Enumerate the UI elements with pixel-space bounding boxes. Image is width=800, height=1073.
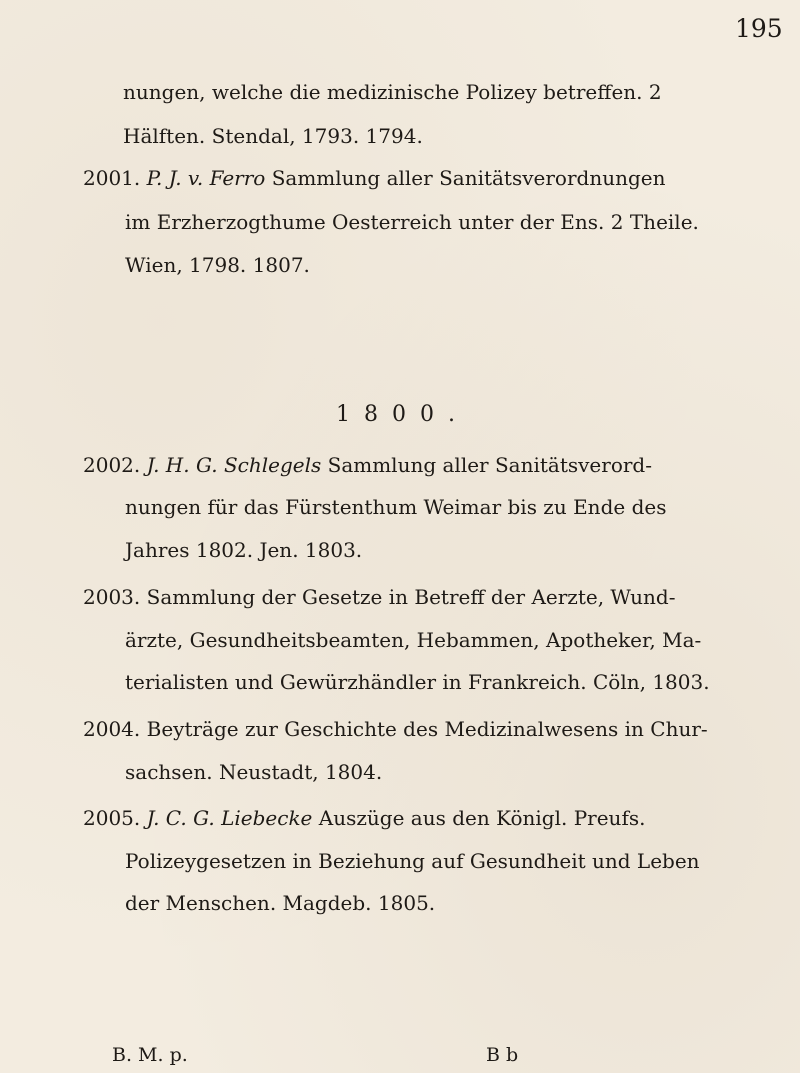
- text-line: ärzte, Gesundheitsbeamten, Hebammen, Apotheker, Ma-: [125, 628, 702, 652]
- page-number: 195: [735, 14, 783, 43]
- entry-2005-first-line: [83, 805, 645, 831]
- text-line: im Erzherzogthume Oesterreich unter der Ens. 2 Theile.: [125, 210, 699, 234]
- entry-author: J. C. G. Liebecke: [146, 806, 313, 830]
- entry-title: Beyträge zur Geschichte des Medizinalwesens in Chur-: [146, 717, 708, 741]
- entry-author: J. H. G. Schlegels: [146, 453, 322, 477]
- entry-title: Sammlung aller Sanitätsverord-: [327, 453, 652, 477]
- text-line: nungen, welche die medizinische Polizey betreffen. 2: [123, 80, 662, 104]
- entry-number: 2005.: [83, 806, 141, 830]
- entry-title: Sammlung aller Sanitätsverordnungen: [271, 166, 666, 190]
- text-line: Wien, 1798. 1807.: [125, 253, 310, 277]
- entry-number: 2002.: [83, 453, 141, 477]
- entry-title: Sammlung der Gesetze in Betreff der Aerzte, Wund-: [146, 585, 676, 609]
- entry-number: 2003.: [83, 585, 141, 609]
- text-line: terialisten und Gewürzhändler in Frankreich. Cöln, 1803.: [125, 670, 710, 694]
- entry-author: P. J. v. Ferro: [146, 166, 266, 190]
- text-line: Polizeygesetzen in Beziehung auf Gesundheit und Leben: [125, 849, 700, 873]
- text-line: Hälften. Stendal, 1793. 1794.: [123, 124, 423, 148]
- entry-2002-first-line: [83, 452, 652, 478]
- entry-2004-first-line: [83, 716, 708, 742]
- text-line: nungen für das Fürstenthum Weimar bis zu Ende des: [125, 495, 667, 519]
- sheet-mark: B b: [486, 1044, 519, 1066]
- printer-signature: B. M. p.: [112, 1044, 188, 1066]
- text-line: sachsen. Neustadt, 1804.: [125, 760, 383, 784]
- entry-title: Auszüge aus den Königl. Preufs.: [318, 806, 646, 830]
- entry-2001-first-line: [83, 165, 666, 191]
- entry-2003-first-line: [83, 584, 676, 610]
- entry-number: 2004.: [83, 717, 141, 741]
- text-line: der Menschen. Magdeb. 1805.: [125, 891, 436, 915]
- entry-number: 2001.: [83, 166, 141, 190]
- year-heading: 1800.: [336, 402, 469, 427]
- text-line: Jahres 1802. Jen. 1803.: [125, 538, 363, 562]
